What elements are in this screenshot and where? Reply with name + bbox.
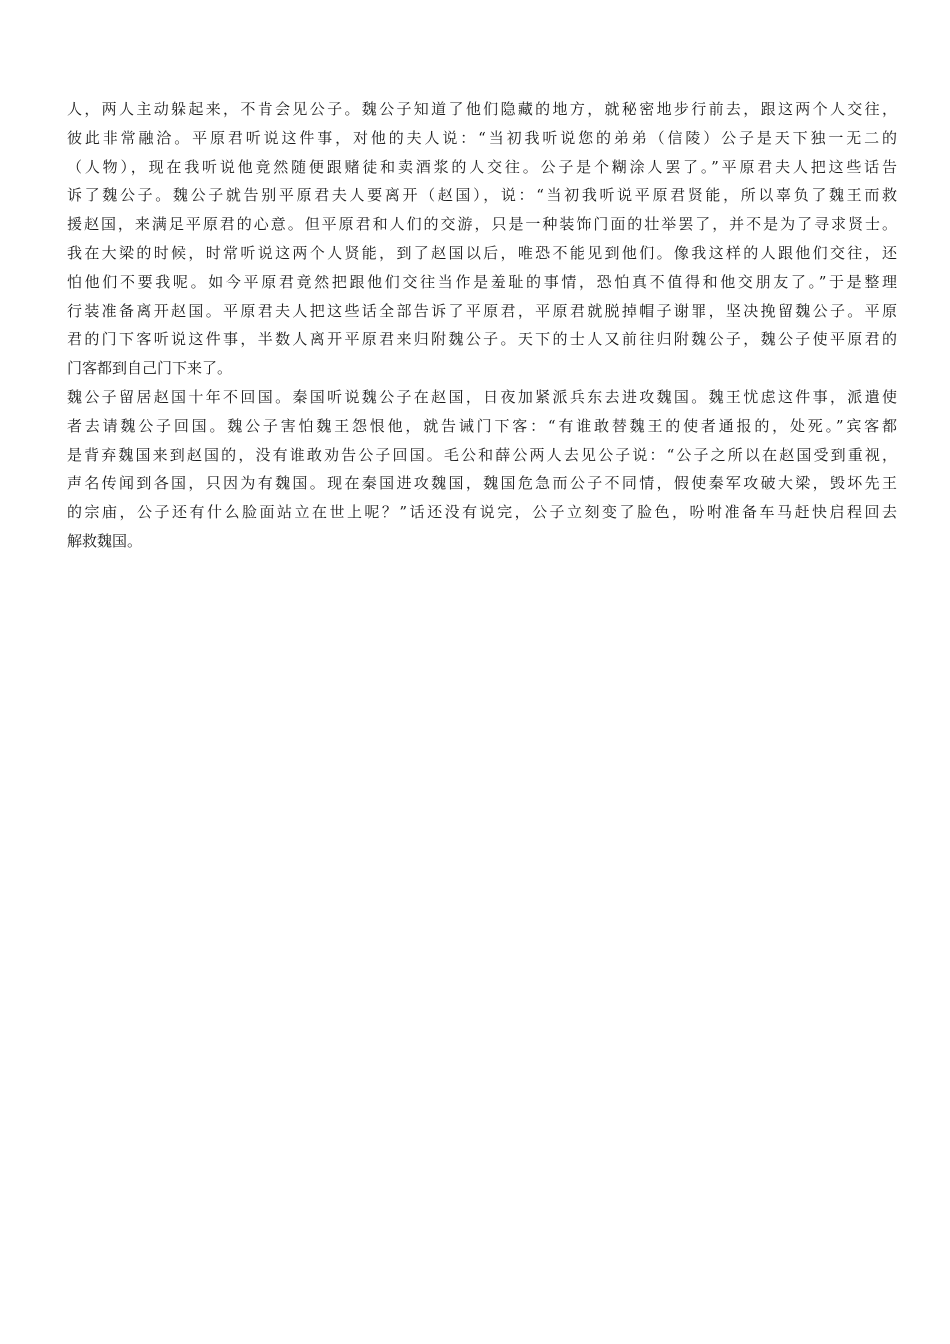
text-line: 诉了魏公子。魏公子就告别平原君夫人要离开（赵国），说：“当初我听说平原君贤能，所以辜负了魏王而救 — [67, 186, 897, 205]
text-line: 人，两人主动躲起来，不肯会见公子。魏公子知道了他们隐藏的地方，就秘密地步行前去，跟这两个人交往， — [67, 100, 897, 118]
paragraph-1 — [67, 95, 897, 383]
paragraph-2 — [67, 383, 897, 556]
text-line: 魏公子留居赵国十年不回国。秦国听说魏公子在赵国，日夜加紧派兵东去进攻魏国。魏王忧虑这件事，派遣使 — [67, 387, 897, 406]
text-line: 解救魏国。 — [67, 531, 143, 550]
text-line: 是背弃魏国来到赵国的，没有谁敢劝告公子回国。毛公和薛公两人去见公子说：“公子之所以在赵国受到重视， — [67, 445, 897, 464]
text-line: 行装准备离开赵国。平原君夫人把这些话全部告诉了平原君，平原君就脱掉帽子谢罪，坚决挽留魏公子。平原 — [67, 301, 897, 320]
text-line: 君的门下客听说这件事，半数人离开平原君来归附魏公子。天下的士人又前往归附魏公子，魏公子使平原君的 — [67, 330, 897, 349]
text-line: 怕他们不要我呢。如今平原君竟然把跟他们交往当作是羞耻的事情，恐怕真不值得和他交朋友了。”于是整理 — [67, 272, 897, 291]
text-line: （人物），现在我听说他竟然随便跟赌徒和卖酒浆的人交往。公子是个糊涂人罢了。”平原君夫人把这些话告 — [67, 157, 897, 176]
text-line: 彼此非常融洽。平原君听说这件事，对他的夫人说：“当初我听说您的弟弟（信陵）公子是天下独一无二的 — [67, 128, 897, 147]
text-line: 援赵国，来满足平原君的心意。但平原君和人们的交游，只是一种装饰门面的壮举罢了，并不是为了寻求贤士。 — [67, 215, 897, 234]
text-line: 的宗庙，公子还有什么脸面站立在世上呢？”话还没有说完，公子立刻变了脸色，吩咐准备车马赶快启程回去 — [67, 503, 897, 522]
text-line: 声名传闻到各国，只因为有魏国。现在秦国进攻魏国，魏国危急而公子不同情，假使秦军攻破大梁，毁坏先王 — [67, 474, 897, 493]
text-line: 者去请魏公子回国。魏公子害怕魏王怨恨他，就告诫门下客：“有谁敢替魏王的使者通报的，处死。”宾客都 — [67, 416, 897, 435]
document-body — [67, 95, 897, 556]
text-line: 我在大梁的时候，时常听说这两个人贤能，到了赵国以后，唯恐不能见到他们。像我这样的人跟他们交往，还 — [67, 243, 897, 262]
text-line: 门客都到自己门下来了。 — [67, 359, 233, 378]
